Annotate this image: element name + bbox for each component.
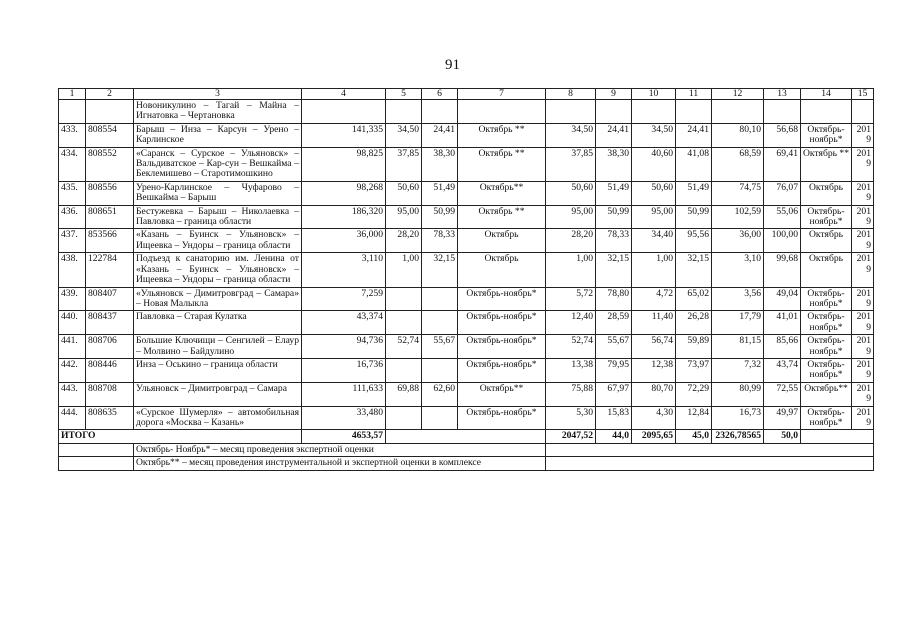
percent-value-cell: 28,59 bbox=[596, 311, 632, 335]
length-value-cell: 17,79 bbox=[712, 311, 764, 335]
inspection-month-cell: Октябрь-ноябрь* bbox=[458, 335, 546, 359]
percent-value-cell: 41,08 bbox=[676, 147, 712, 181]
length-value-cell: 12,38 bbox=[632, 358, 676, 382]
road-name-cell: Бестужевка – Барыш – Николаевка – Павловка – граница области bbox=[134, 205, 302, 229]
road-name-cell: Барыш – Инза – Карсун – Урено – Карлинское bbox=[134, 123, 302, 147]
year-cell: 2019 bbox=[852, 406, 874, 430]
length-total-cell: 33,480 bbox=[302, 406, 386, 430]
length-value-cell: 80,70 bbox=[632, 382, 676, 406]
inspection-month-cell: Октябрь-ноябрь* bbox=[801, 406, 852, 430]
total-empty-cell bbox=[801, 430, 874, 443]
length-total-cell: 141,335 bbox=[302, 123, 386, 147]
road-name-cell: «Сурское Шумерля» – автомобильная дорога «Москва – Казань» bbox=[134, 406, 302, 430]
length-value-cell bbox=[386, 100, 422, 124]
length-total-cell: 3,110 bbox=[302, 253, 386, 287]
percent-value-cell: 51,49 bbox=[596, 181, 632, 205]
length-value-cell: 56,74 bbox=[632, 335, 676, 359]
percent-value-cell: 69,41 bbox=[764, 147, 801, 181]
header-cell: 1 bbox=[59, 89, 86, 100]
length-value-cell bbox=[386, 358, 422, 382]
length-total-cell: 98,268 bbox=[302, 181, 386, 205]
header-cell: 15 bbox=[852, 89, 874, 100]
year-cell: 2019 bbox=[852, 358, 874, 382]
header-cell: 8 bbox=[546, 89, 596, 100]
percent-value-cell: 32,15 bbox=[676, 253, 712, 287]
table-row bbox=[59, 287, 874, 311]
note-empty-cell bbox=[546, 443, 874, 456]
inspection-month-cell bbox=[458, 100, 546, 124]
inspection-month-cell: Октябрь-ноябрь* bbox=[458, 311, 546, 335]
percent-value-cell: 95,56 bbox=[676, 229, 712, 253]
row-number-cell: 434. bbox=[59, 147, 86, 181]
percent-value-cell: 56,68 bbox=[764, 123, 801, 147]
inspection-month-cell: Октябрь-ноябрь* bbox=[458, 358, 546, 382]
length-value-cell bbox=[712, 100, 764, 124]
inspection-month-cell: Октябрь-ноябрь* bbox=[458, 287, 546, 311]
percent-value-cell: 73,97 bbox=[676, 358, 712, 382]
road-name-cell: «Казань – Буинск – Ульяновск» – Ищеевка – Ундоры – граница области bbox=[134, 229, 302, 253]
table-row bbox=[59, 358, 874, 382]
road-id-cell: 808635 bbox=[86, 406, 134, 430]
percent-value-cell: 79,95 bbox=[596, 358, 632, 382]
percent-value-cell bbox=[764, 100, 801, 124]
length-value-cell: 37,85 bbox=[386, 147, 422, 181]
percent-value-cell bbox=[422, 100, 458, 124]
table-row bbox=[59, 253, 874, 287]
length-value-cell: 34,40 bbox=[632, 229, 676, 253]
percent-value-cell bbox=[676, 100, 712, 124]
road-id-cell: 808407 bbox=[86, 287, 134, 311]
percent-value-cell: 24,41 bbox=[596, 123, 632, 147]
year-cell: 2019 bbox=[852, 382, 874, 406]
length-total-cell: 36,000 bbox=[302, 229, 386, 253]
length-value-cell: 5,30 bbox=[546, 406, 596, 430]
road-id-cell: 808446 bbox=[86, 358, 134, 382]
row-number-cell: 433. bbox=[59, 123, 86, 147]
row-number-cell: 442. bbox=[59, 358, 86, 382]
length-value-cell: 75,88 bbox=[546, 382, 596, 406]
length-value-cell: 1,00 bbox=[632, 253, 676, 287]
percent-value-cell: 26,28 bbox=[676, 311, 712, 335]
percent-value-cell: 72,55 bbox=[764, 382, 801, 406]
inspection-month-cell: Октябрь-ноябрь* bbox=[801, 123, 852, 147]
year-cell: 2019 bbox=[852, 253, 874, 287]
length-value-cell: 95,00 bbox=[632, 205, 676, 229]
header-cell: 9 bbox=[596, 89, 632, 100]
year-cell: 2019 bbox=[852, 311, 874, 335]
note-row bbox=[59, 443, 874, 456]
length-value-cell: 5,72 bbox=[546, 287, 596, 311]
inspection-month-cell: Октябрь ** bbox=[458, 147, 546, 181]
header-cell: 6 bbox=[422, 89, 458, 100]
percent-value-cell: 100,00 bbox=[764, 229, 801, 253]
percent-value-cell: 50,99 bbox=[596, 205, 632, 229]
total-value-cell: 2047,52 bbox=[546, 430, 596, 443]
percent-value-cell: 38,30 bbox=[422, 147, 458, 181]
year-cell: 2019 bbox=[852, 205, 874, 229]
inspection-month-cell bbox=[801, 100, 852, 124]
road-name-cell: Большие Ключищи – Сенгилей – Елаур – Молвино – Байдулино bbox=[134, 335, 302, 359]
table-row bbox=[59, 229, 874, 253]
road-id-cell: 808706 bbox=[86, 335, 134, 359]
length-value-cell: 28,20 bbox=[546, 229, 596, 253]
percent-value-cell: 15,83 bbox=[596, 406, 632, 430]
percent-value-cell: 55,06 bbox=[764, 205, 801, 229]
road-name-cell: Ульяновск – Димитровград – Самара bbox=[134, 382, 302, 406]
length-value-cell bbox=[386, 311, 422, 335]
percent-value-cell: 49,97 bbox=[764, 406, 801, 430]
percent-value-cell: 51,49 bbox=[422, 181, 458, 205]
length-value-cell: 4,30 bbox=[632, 406, 676, 430]
percent-value-cell bbox=[422, 358, 458, 382]
inspection-month-cell: Октябрь ** bbox=[801, 147, 852, 181]
table-row bbox=[59, 147, 874, 181]
length-total-cell: 94,736 bbox=[302, 335, 386, 359]
year-cell: 2019 bbox=[852, 147, 874, 181]
percent-value-cell: 41,01 bbox=[764, 311, 801, 335]
table-row bbox=[59, 406, 874, 430]
header-cell: 7 bbox=[458, 89, 546, 100]
road-id-cell: 808708 bbox=[86, 382, 134, 406]
inspection-month-cell: Октябрь-ноябрь* bbox=[801, 358, 852, 382]
percent-value-cell: 55,67 bbox=[422, 335, 458, 359]
percent-value-cell bbox=[422, 406, 458, 430]
percent-value-cell: 32,15 bbox=[422, 253, 458, 287]
roads-table bbox=[58, 88, 874, 471]
road-id-cell: 808437 bbox=[86, 311, 134, 335]
inspection-month-cell: Октябрь-ноябрь* bbox=[801, 335, 852, 359]
length-value-cell: 102,59 bbox=[712, 205, 764, 229]
road-name-cell: Павловка – Старая Кулатка bbox=[134, 311, 302, 335]
percent-value-cell: 62,60 bbox=[422, 382, 458, 406]
inspection-month-cell: Октябрь** bbox=[801, 382, 852, 406]
length-total-cell: 98,825 bbox=[302, 147, 386, 181]
header-cell: 5 bbox=[386, 89, 422, 100]
table-row bbox=[59, 382, 874, 406]
inspection-month-cell: Октябрь bbox=[801, 181, 852, 205]
inspection-month-cell: Октябрь** bbox=[458, 181, 546, 205]
length-value-cell: 50,60 bbox=[632, 181, 676, 205]
length-value-cell: 16,73 bbox=[712, 406, 764, 430]
percent-value-cell bbox=[422, 287, 458, 311]
inspection-month-cell: Октябрь** bbox=[458, 382, 546, 406]
length-value-cell: 34,50 bbox=[546, 123, 596, 147]
inspection-month-cell: Октябрь-ноябрь* bbox=[458, 406, 546, 430]
percent-value-cell bbox=[596, 100, 632, 124]
length-total-cell: 7,259 bbox=[302, 287, 386, 311]
road-id-cell: 122784 bbox=[86, 253, 134, 287]
row-number-cell: 443. bbox=[59, 382, 86, 406]
length-value-cell: 80,10 bbox=[712, 123, 764, 147]
header-cell: 10 bbox=[632, 89, 676, 100]
percent-value-cell: 24,41 bbox=[676, 123, 712, 147]
length-value-cell: 81,15 bbox=[712, 335, 764, 359]
row-number-cell: 435. bbox=[59, 181, 86, 205]
total-value-cell: 44,0 bbox=[596, 430, 632, 443]
length-total-cell: 186,320 bbox=[302, 205, 386, 229]
row-number-cell: 439. bbox=[59, 287, 86, 311]
road-id-cell: 853566 bbox=[86, 229, 134, 253]
row-number-cell: 440. bbox=[59, 311, 86, 335]
length-value-cell bbox=[386, 287, 422, 311]
length-value-cell bbox=[386, 406, 422, 430]
total-empty-cell bbox=[386, 430, 546, 443]
total-length-cell: 4653,57 bbox=[302, 430, 386, 443]
length-value-cell: 1,00 bbox=[386, 253, 422, 287]
header-cell: 13 bbox=[764, 89, 801, 100]
row-number-cell: 444. bbox=[59, 406, 86, 430]
header-row bbox=[59, 89, 874, 100]
total-value-cell: 50,0 bbox=[764, 430, 801, 443]
header-cell: 2 bbox=[86, 89, 134, 100]
percent-value-cell: 50,99 bbox=[422, 205, 458, 229]
length-value-cell: 95,00 bbox=[546, 205, 596, 229]
header-cell: 14 bbox=[801, 89, 852, 100]
percent-value-cell: 49,04 bbox=[764, 287, 801, 311]
road-id-cell: 808552 bbox=[86, 147, 134, 181]
road-id-cell: 808651 bbox=[86, 205, 134, 229]
year-cell: 2019 bbox=[852, 123, 874, 147]
inspection-month-cell: Октябрь ** bbox=[458, 205, 546, 229]
percent-value-cell: 59,89 bbox=[676, 335, 712, 359]
percent-value-cell: 24,41 bbox=[422, 123, 458, 147]
inspection-month-cell: Октябрь-ноябрь* bbox=[801, 311, 852, 335]
length-value-cell: 40,60 bbox=[632, 147, 676, 181]
length-value-cell: 28,20 bbox=[386, 229, 422, 253]
row-number-cell: 438. bbox=[59, 253, 86, 287]
total-row bbox=[59, 430, 874, 443]
length-value-cell bbox=[546, 100, 596, 124]
inspection-month-cell: Октябрь-ноябрь* bbox=[801, 287, 852, 311]
percent-value-cell: 78,33 bbox=[596, 229, 632, 253]
percent-value-cell: 32,15 bbox=[596, 253, 632, 287]
road-name-cell: «Саранск – Сурское – Ульяновск» – Вальдиватское – Кар-сун – Вешкайма – Беклемишево – Старотимошкино bbox=[134, 147, 302, 181]
percent-value-cell: 67,97 bbox=[596, 382, 632, 406]
length-value-cell: 52,74 bbox=[546, 335, 596, 359]
percent-value-cell: 12,84 bbox=[676, 406, 712, 430]
table-row bbox=[59, 335, 874, 359]
road-id-cell: 808554 bbox=[86, 123, 134, 147]
row-number-cell: 436. bbox=[59, 205, 86, 229]
percent-value-cell: 65,02 bbox=[676, 287, 712, 311]
year-cell: 2019 bbox=[852, 181, 874, 205]
page-number: 91 bbox=[445, 57, 460, 73]
inspection-month-cell: Октябрь bbox=[801, 253, 852, 287]
road-name-cell: «Ульяновск – Димитровград – Самара» – Новая Малыкла bbox=[134, 287, 302, 311]
table-row bbox=[59, 205, 874, 229]
length-value-cell: 13,38 bbox=[546, 358, 596, 382]
percent-value-cell: 72,29 bbox=[676, 382, 712, 406]
percent-value-cell: 78,33 bbox=[422, 229, 458, 253]
total-value-cell: 45,0 bbox=[676, 430, 712, 443]
length-value-cell: 74,75 bbox=[712, 181, 764, 205]
header-cell: 3 bbox=[134, 89, 302, 100]
total-value-cell: 2095,65 bbox=[632, 430, 676, 443]
length-value-cell: 50,60 bbox=[546, 181, 596, 205]
length-value-cell: 37,85 bbox=[546, 147, 596, 181]
percent-value-cell: 51,49 bbox=[676, 181, 712, 205]
length-value-cell: 50,60 bbox=[386, 181, 422, 205]
length-total-cell: 16,736 bbox=[302, 358, 386, 382]
length-value-cell: 4,72 bbox=[632, 287, 676, 311]
percent-value-cell: 43,74 bbox=[764, 358, 801, 382]
row-number-cell bbox=[59, 100, 86, 124]
note-empty-cell bbox=[59, 443, 134, 456]
road-name-cell: Инза – Оськино – граница области bbox=[134, 358, 302, 382]
length-value-cell: 36,00 bbox=[712, 229, 764, 253]
length-value-cell: 80,99 bbox=[712, 382, 764, 406]
inspection-month-cell: Октябрь-ноябрь* bbox=[801, 205, 852, 229]
percent-value-cell bbox=[422, 311, 458, 335]
length-total-cell: 111,633 bbox=[302, 382, 386, 406]
length-value-cell: 11,40 bbox=[632, 311, 676, 335]
road-name-cell: Новоникулино – Тагай – Майна – Игнатовка – Чертановка bbox=[134, 100, 302, 124]
percent-value-cell: 78,80 bbox=[596, 287, 632, 311]
road-id-cell: 808556 bbox=[86, 181, 134, 205]
percent-value-cell: 38,30 bbox=[596, 147, 632, 181]
note-empty-cell bbox=[546, 457, 874, 470]
percent-value-cell: 99,68 bbox=[764, 253, 801, 287]
table-row bbox=[59, 311, 874, 335]
road-name-cell: Подъезд к санаторию им. Ленина от «Казань – Буинск – Ульяновск» – Ищеевка – Ундоры – граница области bbox=[134, 253, 302, 287]
note-text: Октябрь- Ноябрь* – месяц проведения экспертной оценки bbox=[134, 443, 546, 456]
road-id-cell bbox=[86, 100, 134, 124]
row-number-cell: 441. bbox=[59, 335, 86, 359]
year-cell: 2019 bbox=[852, 335, 874, 359]
year-cell: 2019 bbox=[852, 287, 874, 311]
percent-value-cell: 76,07 bbox=[764, 181, 801, 205]
length-value-cell: 34,50 bbox=[632, 123, 676, 147]
total-label-cell: ИТОГО bbox=[59, 430, 302, 443]
header-cell: 11 bbox=[676, 89, 712, 100]
inspection-month-cell: Октябрь ** bbox=[458, 123, 546, 147]
length-value-cell: 1,00 bbox=[546, 253, 596, 287]
note-row bbox=[59, 457, 874, 470]
inspection-month-cell: Октябрь bbox=[458, 229, 546, 253]
row-number-cell: 437. bbox=[59, 229, 86, 253]
table-row bbox=[59, 181, 874, 205]
note-text: Октябрь** – месяц проведения инструментальной и экспертной оценки в комплексе bbox=[134, 457, 546, 470]
percent-value-cell: 85,66 bbox=[764, 335, 801, 359]
length-value-cell: 12,40 bbox=[546, 311, 596, 335]
year-cell: 2019 bbox=[852, 229, 874, 253]
length-total-cell: 43,374 bbox=[302, 311, 386, 335]
total-value-cell: 2326,78565 bbox=[712, 430, 764, 443]
year-cell bbox=[852, 100, 874, 124]
table-row bbox=[59, 123, 874, 147]
length-value-cell: 68,59 bbox=[712, 147, 764, 181]
length-value-cell: 7,32 bbox=[712, 358, 764, 382]
length-value-cell bbox=[632, 100, 676, 124]
length-value-cell: 69,88 bbox=[386, 382, 422, 406]
table-row bbox=[59, 100, 874, 124]
length-value-cell: 95,00 bbox=[386, 205, 422, 229]
inspection-month-cell: Октябрь bbox=[801, 229, 852, 253]
length-total-cell bbox=[302, 100, 386, 124]
length-value-cell: 34,50 bbox=[386, 123, 422, 147]
percent-value-cell: 55,67 bbox=[596, 335, 632, 359]
header-cell: 12 bbox=[712, 89, 764, 100]
percent-value-cell: 50,99 bbox=[676, 205, 712, 229]
length-value-cell: 52,74 bbox=[386, 335, 422, 359]
inspection-month-cell: Октябрь bbox=[458, 253, 546, 287]
road-name-cell: Урено-Карлинское – Чуфарово – Вешкайма – Барыш bbox=[134, 181, 302, 205]
length-value-cell: 3,56 bbox=[712, 287, 764, 311]
note-empty-cell bbox=[59, 457, 134, 470]
header-cell: 4 bbox=[302, 89, 386, 100]
length-value-cell: 3,10 bbox=[712, 253, 764, 287]
